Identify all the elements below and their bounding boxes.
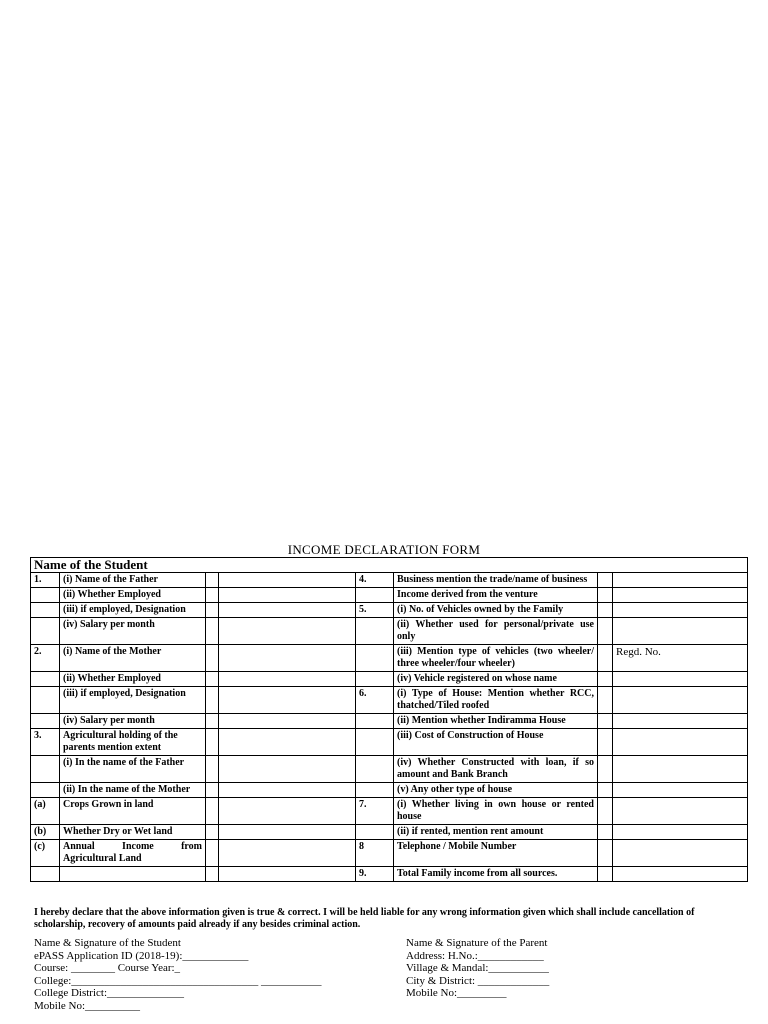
right-item-label: (ii) if rented, mention rent amount	[394, 825, 598, 840]
table-row	[31, 618, 748, 645]
table-row	[31, 645, 748, 672]
left-value-cell[interactable]	[219, 573, 356, 588]
left-item-label: (iii) if employed, Designation	[60, 687, 206, 714]
left-item-label	[60, 867, 206, 882]
right-blank-cell	[598, 714, 613, 729]
right-item-label: (iv) Vehicle registered on whose name	[394, 672, 598, 687]
table-row	[31, 672, 748, 687]
table-row	[31, 798, 748, 825]
right-item-number	[356, 825, 394, 840]
right-value-cell[interactable]	[613, 798, 748, 825]
left-value-cell[interactable]	[219, 840, 356, 867]
table-row	[31, 573, 748, 588]
right-value-cell[interactable]	[613, 573, 748, 588]
left-blank-cell	[206, 798, 219, 825]
right-value-cell[interactable]	[613, 756, 748, 783]
table-row	[31, 840, 748, 867]
left-value-cell[interactable]	[219, 783, 356, 798]
left-value-cell[interactable]	[219, 603, 356, 618]
right-blank-cell	[598, 729, 613, 756]
left-item-number	[31, 867, 60, 882]
right-item-label: Telephone / Mobile Number	[394, 840, 598, 867]
left-item-label: Annual Income from Agricultural Land	[60, 840, 206, 867]
left-item-label: (i) In the name of the Father	[60, 756, 206, 783]
right-blank-cell	[598, 756, 613, 783]
left-value-cell[interactable]	[219, 825, 356, 840]
right-value-cell[interactable]	[613, 588, 748, 603]
left-value-cell[interactable]	[219, 687, 356, 714]
left-item-number	[31, 687, 60, 714]
left-item-label: (i) Name of the Mother	[60, 645, 206, 672]
right-item-number	[356, 756, 394, 783]
address-field: Address: H.No.:____________	[406, 949, 544, 962]
right-item-number	[356, 588, 394, 603]
left-item-number: 2.	[31, 645, 60, 672]
right-value-cell[interactable]	[613, 840, 748, 867]
table-row	[31, 687, 748, 714]
course-field: Course: ________ Course Year:_	[34, 962, 181, 974]
left-blank-cell	[206, 687, 219, 714]
right-item-label: (i) Whether living in own house or rented house	[394, 798, 598, 825]
table-row	[31, 714, 748, 729]
left-blank-cell	[206, 573, 219, 588]
right-item-label: Total Family income from all sources.	[394, 867, 598, 882]
right-item-number: 8	[356, 840, 394, 867]
form-title: INCOME DECLARATION FORM	[287, 542, 481, 557]
table-row	[31, 867, 748, 882]
right-blank-cell	[598, 573, 613, 588]
right-blank-cell	[598, 825, 613, 840]
right-item-label: Income derived from the venture	[394, 588, 598, 603]
left-blank-cell	[206, 729, 219, 756]
right-blank-cell	[598, 867, 613, 882]
table-row	[31, 588, 748, 603]
right-value-cell[interactable]	[613, 618, 748, 645]
left-value-cell[interactable]	[219, 729, 356, 756]
right-blank-cell	[598, 618, 613, 645]
student-signature-label: Name & Signature of the Student	[34, 937, 181, 949]
left-item-number	[31, 618, 60, 645]
left-blank-cell	[206, 672, 219, 687]
right-item-label: Business mention the trade/name of business	[394, 573, 598, 588]
left-blank-cell	[206, 618, 219, 645]
right-item-number	[356, 618, 394, 645]
right-value-cell[interactable]: Regd. No.	[613, 645, 748, 672]
left-item-number: 3.	[31, 729, 60, 756]
parent-signature-label: Name & Signature of the Parent	[406, 937, 548, 949]
right-item-number	[356, 783, 394, 798]
left-blank-cell	[206, 645, 219, 672]
left-value-cell[interactable]	[219, 645, 356, 672]
left-value-cell[interactable]	[219, 798, 356, 825]
city-district-field: City & District: _____________	[406, 974, 550, 987]
right-item-number: 9.	[356, 867, 394, 882]
table-row	[31, 729, 748, 756]
college-district-field: College District:______________	[34, 987, 185, 999]
table-row	[31, 825, 748, 840]
right-item-label: (v) Any other type of house	[394, 783, 598, 798]
left-item-label: (ii) In the name of the Mother	[60, 783, 206, 798]
left-value-cell[interactable]	[219, 714, 356, 729]
right-value-cell[interactable]	[613, 714, 748, 729]
right-item-number	[356, 672, 394, 687]
student-name-label: Name of the Student	[31, 558, 748, 573]
right-blank-cell	[598, 687, 613, 714]
right-blank-cell	[598, 645, 613, 672]
right-item-number: 7.	[356, 798, 394, 825]
parent-signature-block	[406, 937, 549, 1000]
left-blank-cell	[206, 840, 219, 867]
left-value-cell[interactable]	[219, 756, 356, 783]
college-field: College:__________________________________ ___________	[34, 974, 322, 987]
income-declaration-table	[30, 557, 748, 882]
left-item-number: (a)	[31, 798, 60, 825]
left-blank-cell	[206, 714, 219, 729]
student-mobile-field: Mobile No:__________	[34, 999, 141, 1012]
right-item-label: (ii) Whether used for personal/private use only	[394, 618, 598, 645]
left-value-cell[interactable]	[219, 867, 356, 882]
right-item-number: 5.	[356, 603, 394, 618]
parent-mobile-field: Mobile No:_________	[406, 987, 507, 999]
right-item-number	[356, 645, 394, 672]
left-item-label: Whether Dry or Wet land	[60, 825, 206, 840]
village-mandal-field: Village & Mandal:___________	[406, 962, 549, 974]
left-item-number	[31, 603, 60, 618]
left-item-label: (iv) Salary per month	[60, 618, 206, 645]
right-blank-cell	[598, 588, 613, 603]
right-value-cell[interactable]	[613, 729, 748, 756]
declaration-text: I hereby declare that the above information given is true & correct. I will be held liable for any wrong information given which shall include cancellation of scholarship, recovery of amounts paid already if any besides criminal action.	[34, 907, 695, 930]
right-item-label: (iii) Mention type of vehicles (two wheeler/ three wheeler/four wheeler)	[394, 645, 598, 672]
left-item-number	[31, 714, 60, 729]
left-item-label: (i) Name of the Father	[60, 573, 206, 588]
epass-id-field: ePASS Application ID (2018-19):____________	[34, 949, 249, 962]
left-item-label: (ii) Whether Employed	[60, 672, 206, 687]
left-item-number: 1.	[31, 573, 60, 588]
right-item-label: (iii) Cost of Construction of House	[394, 729, 598, 756]
left-item-label: Crops Grown in land	[60, 798, 206, 825]
right-item-number: 6.	[356, 687, 394, 714]
left-item-number	[31, 672, 60, 687]
left-blank-cell	[206, 756, 219, 783]
right-value-cell[interactable]	[613, 825, 748, 840]
right-blank-cell	[598, 840, 613, 867]
left-blank-cell	[206, 783, 219, 798]
right-blank-cell	[598, 603, 613, 618]
table-row	[31, 783, 748, 798]
left-item-number: (b)	[31, 825, 60, 840]
table-row	[31, 603, 748, 618]
right-item-label: (i) Type of House: Mention whether RCC, thatched/Tiled roofed	[394, 687, 598, 714]
left-blank-cell	[206, 825, 219, 840]
left-blank-cell	[206, 867, 219, 882]
right-item-label: (i) No. of Vehicles owned by the Family	[394, 603, 598, 618]
left-item-label: (iii) if employed, Designation	[60, 603, 206, 618]
left-item-number: (c)	[31, 840, 60, 867]
left-item-number	[31, 756, 60, 783]
right-item-label: (iv) Whether Constructed with loan, if so amount and Bank Branch	[394, 756, 598, 783]
left-value-cell[interactable]	[219, 588, 356, 603]
student-signature-block	[34, 937, 322, 1012]
left-value-cell[interactable]	[219, 618, 356, 645]
left-item-label: (iv) Salary per month	[60, 714, 206, 729]
table-row	[31, 756, 748, 783]
right-value-cell[interactable]	[613, 867, 748, 882]
right-blank-cell	[598, 798, 613, 825]
right-item-number	[356, 714, 394, 729]
right-value-cell[interactable]	[613, 783, 748, 798]
left-value-cell[interactable]	[219, 672, 356, 687]
right-item-label: (ii) Mention whether Indiramma House	[394, 714, 598, 729]
left-blank-cell	[206, 588, 219, 603]
right-value-cell[interactable]	[613, 672, 748, 687]
student-name-row	[31, 558, 748, 573]
left-blank-cell	[206, 603, 219, 618]
right-blank-cell	[598, 783, 613, 798]
left-item-label: (ii) Whether Employed	[60, 588, 206, 603]
left-item-number	[31, 588, 60, 603]
left-item-number	[31, 783, 60, 798]
right-value-cell[interactable]	[613, 687, 748, 714]
right-blank-cell	[598, 672, 613, 687]
right-item-number: 4.	[356, 573, 394, 588]
right-item-number	[356, 729, 394, 756]
left-item-label: Agricultural holding of the parents mention extent	[60, 729, 206, 756]
right-value-cell[interactable]	[613, 603, 748, 618]
